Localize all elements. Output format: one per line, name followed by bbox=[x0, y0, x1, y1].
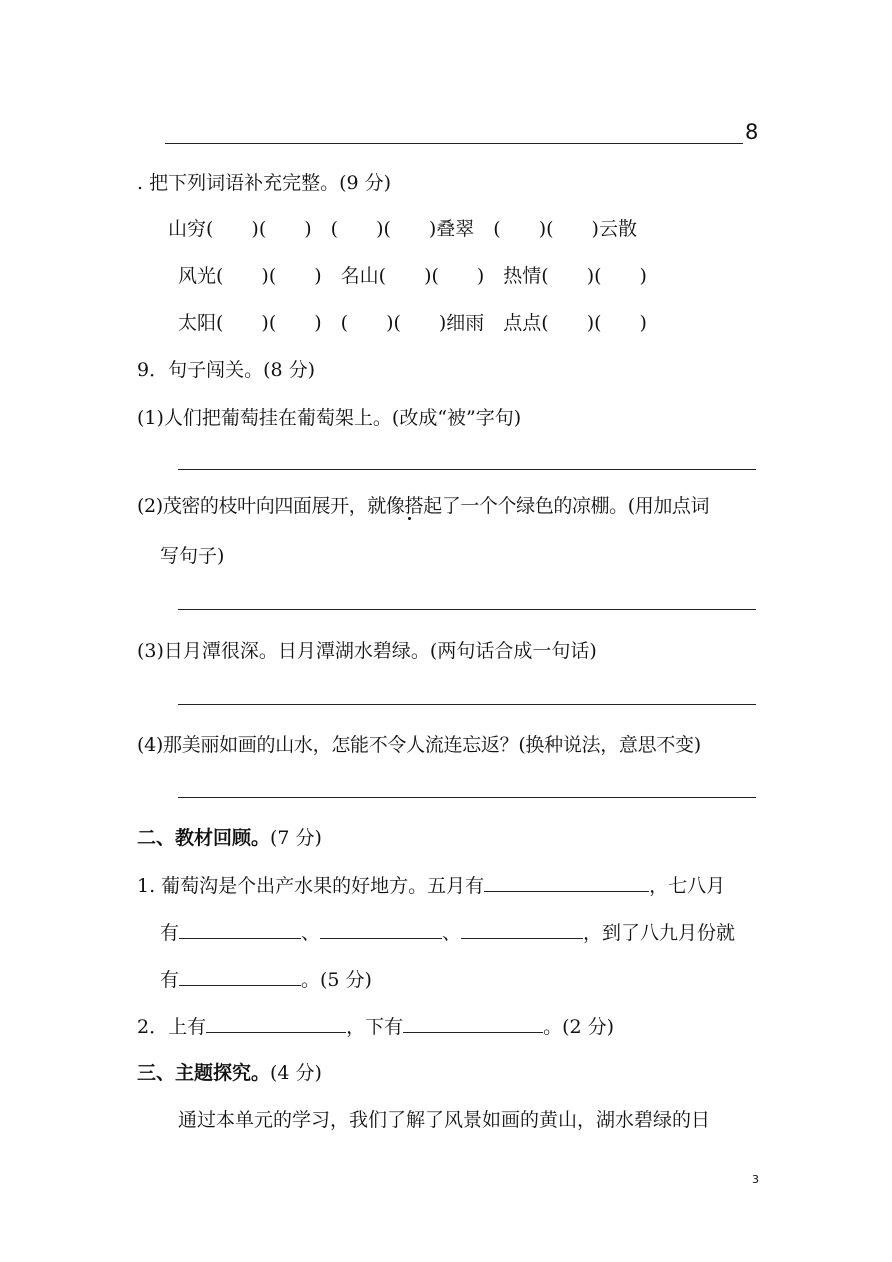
section-3-title: 三、主题探究。 bbox=[137, 1062, 271, 1084]
blank-july-2[interactable] bbox=[320, 920, 442, 939]
s2-q1-text-b: ，七八月 bbox=[649, 875, 726, 897]
answer-line-4[interactable] bbox=[178, 797, 756, 798]
s2-q1-text-g: 有 bbox=[160, 969, 180, 991]
s2-q1-line-3 bbox=[160, 967, 372, 992]
s2-q1-text-e: 、 bbox=[442, 922, 462, 944]
s2-q1-line-2 bbox=[160, 920, 735, 945]
section-2-score: (7 分) bbox=[270, 827, 322, 849]
section-3-heading bbox=[137, 1061, 322, 1085]
q9-sentence-3: (3)日月潭很深。日月潭湖水碧绿。(两句话合成一句话) bbox=[137, 640, 597, 662]
page-number: 3 bbox=[752, 1173, 759, 1186]
blank-july-3[interactable] bbox=[461, 920, 583, 939]
blank-august[interactable] bbox=[179, 967, 301, 986]
q9-title: 9．句子闯关。(8 分) bbox=[137, 359, 316, 381]
q8-row-3: 太阳( )( ) ( )( )细雨 点点( )( ) bbox=[178, 312, 647, 334]
section-3-score: (4 分) bbox=[270, 1062, 322, 1084]
q9-sentence-1: (1)人们把葡萄挂在葡萄架上。(改成“被”字句) bbox=[137, 407, 522, 429]
q9-sentence-2-cont: 写句子) bbox=[160, 545, 225, 567]
section-3-paragraph: 通过本单元的学习，我们了解了风景如画的黄山，湖水碧绿的日 bbox=[178, 1109, 711, 1131]
question-number-8: 8 bbox=[745, 120, 759, 144]
blank-may[interactable] bbox=[484, 873, 649, 892]
section-2-heading bbox=[137, 826, 322, 850]
s2-q2-text-c: 。(2 分) bbox=[543, 1016, 615, 1038]
s2-q1-line-1 bbox=[137, 873, 725, 898]
blank-earth[interactable] bbox=[403, 1014, 543, 1033]
blank-heaven[interactable] bbox=[206, 1014, 346, 1033]
q9-sentence-4: (4)那美丽如画的山水，怎能不令人流连忘返？(换种说法，意思不变) bbox=[137, 734, 701, 756]
s2-q2-text-b: ，下有 bbox=[346, 1016, 404, 1038]
emphasis-dot bbox=[408, 517, 411, 520]
s2-q1-text-c: 有 bbox=[160, 922, 180, 944]
q9-sentence-2: (2)茂密的枝叶向四面展开，就像搭起了一个个绿色的凉棚。(用加点词 bbox=[137, 495, 710, 517]
blank-july-1[interactable] bbox=[179, 920, 301, 939]
section-2-title: 二、教材回顾。 bbox=[137, 827, 271, 849]
answer-line-3[interactable] bbox=[178, 704, 756, 705]
s2-q1-text-a: 1. 葡萄沟是个出产水果的好地方。五月有 bbox=[137, 875, 485, 897]
s2-q1-text-f: ，到了八九月份就 bbox=[583, 922, 736, 944]
q8-title: . 把下列词语补充完整。(9 分) bbox=[137, 172, 392, 194]
q8-row-1: 山穷( )( ) ( )( )叠翠 ( )( )云散 bbox=[168, 218, 637, 240]
s2-q1-text-d: 、 bbox=[301, 922, 321, 944]
answer-line-1[interactable] bbox=[178, 469, 756, 470]
q8-row-2: 风光( )( ) 名山( )( ) 热情( )( ) bbox=[178, 265, 647, 287]
s2-q2-line bbox=[137, 1014, 614, 1039]
s2-q2-text-a: 2．上有 bbox=[137, 1016, 207, 1038]
answer-line-2[interactable] bbox=[178, 609, 756, 610]
s2-q1-text-h: 。(5 分) bbox=[301, 969, 372, 991]
answer-line-top[interactable] bbox=[165, 143, 743, 144]
